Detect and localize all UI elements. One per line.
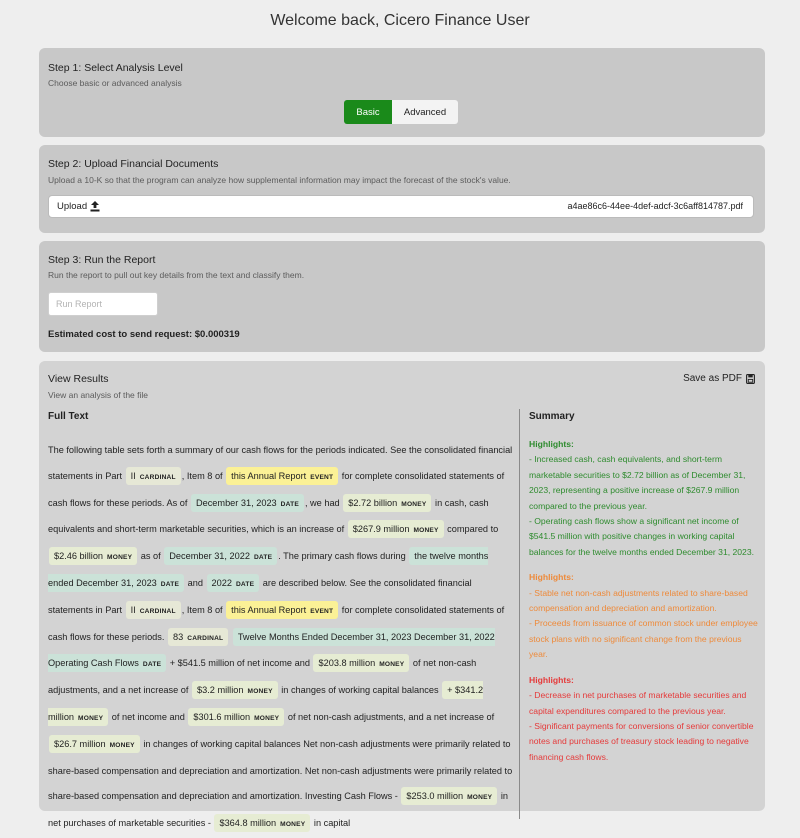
entity-label: MONEY — [247, 688, 273, 696]
entity-label: MONEY — [467, 794, 493, 802]
run-report-input[interactable] — [48, 292, 158, 316]
uploaded-filename: a4ae86c6-44ee-4def-adcf-3c6aff814787.pdf — [567, 201, 743, 211]
text-segment — [229, 632, 232, 642]
entity-cardinal — [126, 601, 181, 619]
entity-money — [192, 681, 278, 699]
text-segment: of net income and — [109, 711, 188, 722]
entity-text: $253.0 million — [406, 791, 464, 802]
entity-money — [343, 494, 431, 512]
step2-card — [39, 145, 765, 233]
entity-money — [214, 814, 310, 832]
entity-text: December 31, 2022 — [169, 551, 250, 562]
entity-label: DATE — [235, 580, 255, 588]
text-segment: . The primary cash flows during — [278, 551, 409, 562]
step2-subtitle: Upload a 10-K so that the program can analyze how supplemental information may impact the forecast of the stock's value. — [48, 175, 511, 185]
text-segment: in changes of working capital balances — [278, 685, 442, 696]
entity-date — [191, 494, 304, 512]
text-segment: as of — [138, 551, 164, 562]
text-segment: in cash, cash equivalents and short-term marketable securities, which is an increase of — [48, 497, 489, 535]
upload-icon[interactable] — [90, 201, 100, 212]
entity-label: CARDINAL — [139, 473, 176, 481]
advanced-button[interactable]: Advanced — [392, 100, 458, 124]
summary-heading: Highlights: — [529, 572, 574, 583]
step3-subtitle: Run the report to pull out key details from the text and classify them. — [48, 270, 305, 280]
full-text-body — [48, 438, 513, 838]
entity-label: CARDINAL — [139, 607, 176, 615]
entity-cardinal — [168, 628, 228, 646]
upload-label: Upload — [57, 201, 88, 212]
entity-label: EVENT — [310, 607, 334, 615]
entity-event — [226, 601, 338, 619]
summary-item: - Significant payments for conversions of senior convertible notes and purchases of treasury stock leading to negative financing cash flows. — [529, 720, 754, 762]
text-segment: , Item 8 of — [181, 604, 226, 615]
summary-item: - Proceeds from issuance of common stock under employee stock plans with no significant change from the previous year. — [529, 618, 758, 660]
estimated-cost: Estimated cost to send request: $0.000319 — [48, 329, 240, 340]
entity-label: MONEY — [413, 527, 439, 535]
summary-item: - Increased cash, cash equivalents, and short-term marketable securities to $2.72 billion as of December 31, 2023, representing a positive increase of $267.9 million compared to the previous year. — [529, 454, 746, 511]
entity-money — [188, 708, 284, 726]
entity-money — [49, 547, 137, 565]
summary-heading: Highlights: — [529, 439, 574, 449]
save-pdf-button[interactable] — [683, 373, 755, 384]
basic-button[interactable]: Basic — [344, 100, 392, 124]
summary-item: - Stable net non-cash adjustments related to share-based compensation and depreciation and amortization. — [529, 587, 748, 614]
text-segment: , Item 8 of — [181, 470, 226, 481]
entity-text: $203.8 million — [318, 658, 376, 669]
column-divider — [519, 409, 520, 819]
entity-date — [207, 574, 260, 592]
entity-label: MONEY — [280, 821, 306, 829]
entity-text: II — [130, 470, 136, 481]
entity-label: DATE — [160, 580, 180, 588]
step1-title: Step 1: Select Analysis Level — [48, 62, 183, 74]
step3-card — [39, 241, 765, 352]
entity-text: December 31, 2023 — [195, 497, 277, 508]
entity-label: MONEY — [109, 741, 135, 749]
text-segment: of net non-cash adjustments, and a net increase of — [48, 658, 477, 696]
entity-text: 83 — [173, 631, 184, 642]
entity-date — [164, 547, 277, 565]
summary-group-orange — [529, 570, 759, 662]
summary-group-green — [529, 437, 759, 560]
entity-label: MONEY — [78, 714, 104, 722]
entity-text: $267.9 million — [352, 524, 410, 535]
entity-text: $2.72 billion — [348, 497, 398, 508]
text-segment: for complete consolidated statements of cash flows for these periods. — [48, 604, 505, 642]
entity-text: $2.46 billion — [54, 551, 104, 562]
full-text-header: Full Text — [48, 411, 89, 422]
results-title: View Results — [48, 373, 109, 385]
step1-card — [39, 48, 765, 137]
entity-label: MONEY — [379, 661, 405, 669]
text-segment: and — [185, 577, 206, 588]
text-segment: + $541.5 million of net income and — [167, 658, 313, 669]
text-segment: in changes of working capital balances Net non-cash adjustments were primarily related to share-based compensation and depreciation and amortization. Net non-cash adjustments were primarily related to share-based compensation and depreciation and amortization. Investing Cash Flows - — [48, 738, 513, 802]
text-segment: in net purchases of marketable securities - — [48, 791, 508, 829]
entity-label: MONEY — [254, 714, 280, 722]
entity-money — [401, 787, 497, 805]
entity-label: DATE — [280, 500, 299, 508]
entity-text: $3.2 million — [197, 685, 244, 696]
text-segment: in capital — [311, 818, 351, 829]
entity-text: this Annual Report — [231, 604, 307, 615]
entity-label: CARDINAL — [187, 634, 224, 642]
entity-event — [226, 467, 338, 485]
entity-text: this Annual Report — [231, 470, 307, 481]
step1-subtitle: Choose basic or advanced analysis — [48, 78, 182, 88]
results-subtitle: View an analysis of the file — [48, 390, 149, 400]
summary-body — [529, 437, 759, 775]
summary-group-red — [529, 673, 759, 765]
text-segment: compared to — [444, 524, 499, 535]
text-segment: The following table sets forth a summary of our cash flows for the periods indicated. See the consolidated financial statements in Part — [48, 445, 513, 481]
save-pdf-label: Save as PDF — [683, 373, 742, 384]
entity-money — [348, 520, 444, 538]
entity-label: DATE — [142, 661, 162, 669]
welcome-heading: Welcome back, Cicero Finance User — [270, 12, 530, 29]
step2-title: Step 2: Upload Financial Documents — [48, 158, 219, 170]
text-segment: are described below. See the consolidated financial statements in Part — [48, 577, 472, 615]
step3-title: Step 3: Run the Report — [48, 254, 156, 266]
entity-money — [313, 654, 409, 672]
analysis-level-toggle — [344, 100, 458, 124]
entity-text: the twelve months ended December 31, 2023 — [48, 551, 489, 588]
summary-item: - Operating cash flows show a significant net income of $541.5 million with positive changes in working capital balances for the twelve months ended December 31, 2023. — [529, 516, 755, 557]
entity-text: Twelve Months Ended December 31, 2023 December 31, 2022 Operating Cash Flows — [48, 631, 495, 669]
results-card — [39, 361, 765, 829]
entity-text: + $341.2 million — [48, 685, 484, 722]
entity-money — [49, 735, 140, 753]
entity-text: $301.6 million — [193, 711, 251, 722]
entity-label: MONEY — [107, 554, 133, 562]
upload-field[interactable] — [48, 195, 754, 218]
text-segment: , we had — [304, 497, 343, 508]
entity-text: $26.7 million — [54, 738, 106, 749]
entity-label: MONEY — [401, 500, 427, 508]
summary-header: Summary — [529, 411, 575, 422]
entity-text: II — [130, 604, 136, 615]
summary-item: - Decrease in net purchases of marketable securities and capital expenditures compared to the previous year. — [529, 690, 747, 716]
summary-heading: Highlights: — [529, 674, 574, 685]
entity-text: 2022 — [211, 577, 232, 588]
text-segment: for complete consolidated statements of cash flows for these periods. As of — [48, 470, 505, 508]
entity-label: DATE — [253, 554, 273, 562]
entity-label: EVENT — [310, 473, 334, 481]
save-icon — [746, 374, 755, 384]
text-segment: of net non-cash adjustments, and a net increase of — [285, 711, 495, 722]
entity-cardinal — [126, 467, 181, 485]
entity-text: $364.8 million — [219, 818, 277, 829]
